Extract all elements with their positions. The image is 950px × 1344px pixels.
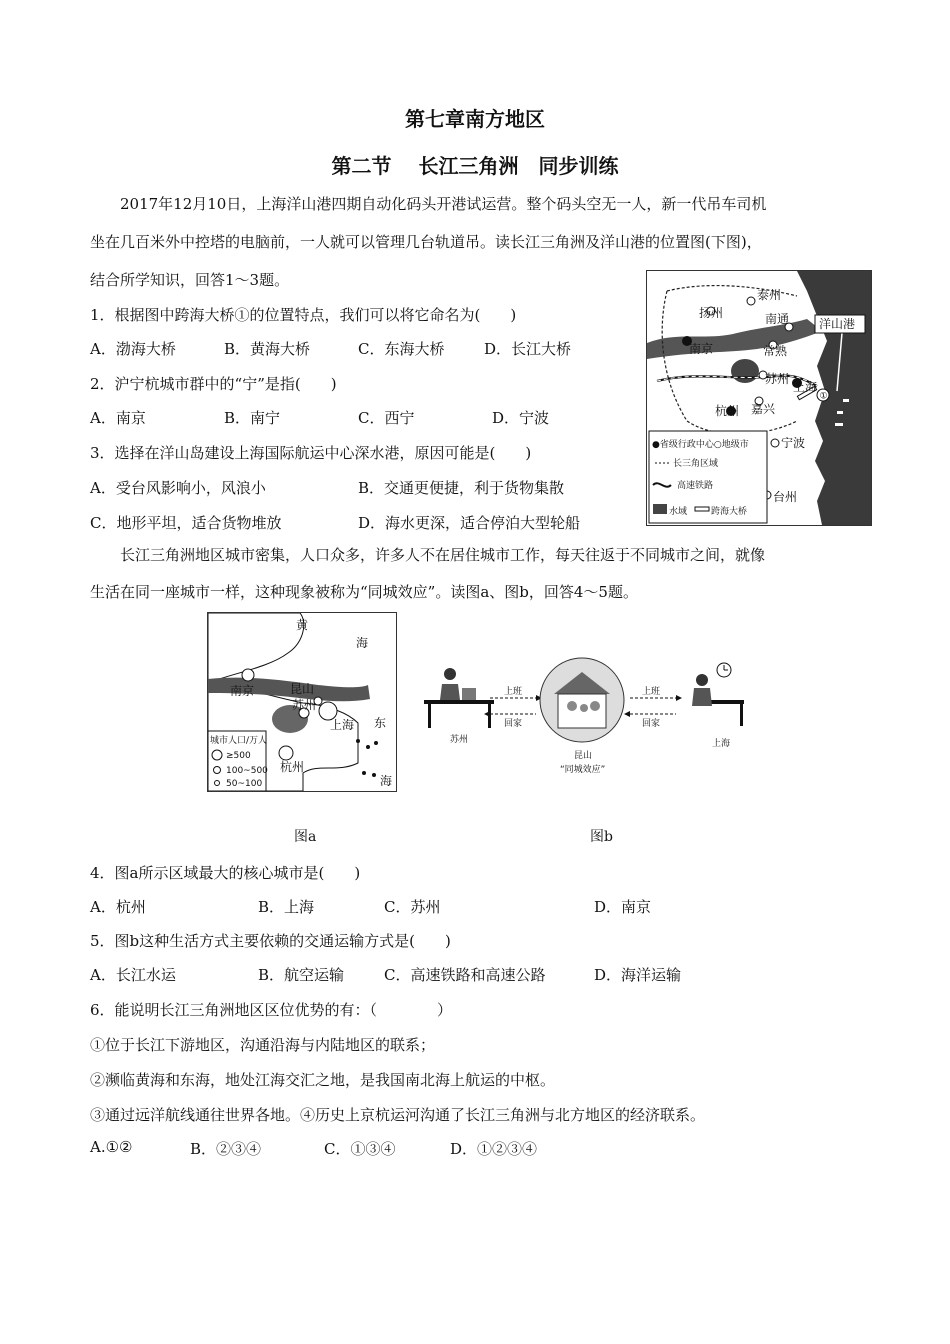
q5-option-c[interactable]: C．高速铁路和高速公路 <box>384 966 546 984</box>
q5-option-a[interactable]: A．长江水运 <box>90 966 176 984</box>
intro1-line3: 结合所学知识，回答1～3题。 <box>90 271 290 289</box>
intro2-line1: 长江三角洲地区城市密集，人口众多，许多人不在居住城市工作，每天往返于不同城市之间，就像 <box>120 546 766 564</box>
island-a4 <box>362 771 366 775</box>
arrowhead-left-2 <box>484 711 490 717</box>
q1-option-b[interactable]: B．黄海大桥 <box>224 340 311 358</box>
legend-bridge: 跨海大桥 <box>711 507 748 517</box>
legend-large-circle <box>212 750 222 760</box>
fig-a-legend-item-2: 100~500 <box>226 766 268 776</box>
label-changshu: 常熟 <box>763 344 788 358</box>
sea-area <box>797 271 871 525</box>
yangtze-river <box>647 319 822 359</box>
q6-statement-3: ③通过远洋航线通往世界各地。④历史上京杭运河沟通了长江三角洲与北方地区的经济联系。 <box>90 1106 706 1124</box>
island-1 <box>843 399 849 402</box>
island-2 <box>837 411 843 414</box>
label-hangzhou: 杭州 <box>715 404 740 418</box>
callout-yangshan: 洋山港 <box>819 317 856 331</box>
fig-b-center-note: “同城效应” <box>560 765 606 775</box>
legend-small-circle <box>215 781 220 786</box>
label-shanghai: 上海 <box>793 380 818 394</box>
q6-statement-1: ①位于长江下游地区，沟通沿海与内陆地区的联系； <box>90 1036 436 1054</box>
legend-medium-circle <box>214 767 221 774</box>
fig-b-go-home-right: 回家 <box>642 719 661 729</box>
right-desk-leg <box>740 704 743 726</box>
city-dot-ningbo <box>771 439 779 447</box>
label-kunshan-a: 昆山 <box>290 682 315 696</box>
arrowhead-right-1 <box>676 695 682 701</box>
legend-cities: ●省级行政中心○地级市 <box>652 440 749 450</box>
island-a3 <box>374 741 378 745</box>
yangtze-delta-map <box>646 270 872 526</box>
q6-option-a[interactable]: A.①② <box>90 1138 133 1156</box>
legend-water: 水域 <box>669 507 688 517</box>
section-title: 第二节 长江三角洲 同步训练 <box>331 154 619 178</box>
city-circle-hangzhou <box>279 746 293 760</box>
q2-option-c[interactable]: C．西宁 <box>358 409 415 427</box>
fig-b-center-city: 昆山 <box>574 751 593 761</box>
q6-option-c[interactable]: C．①③④ <box>324 1140 396 1158</box>
chapter-title: 第七章南方地区 <box>405 107 545 131</box>
fig-b-to-work-left: 上班 <box>504 687 523 697</box>
legend-delta: 长三角区域 <box>673 459 719 469</box>
fig-a-legend-item-1: ≥500 <box>226 751 251 761</box>
intro2-line2: 生活在同一座城市一样，这种现象被称为“同城效应”。读图a、图b，回答4～5题。 <box>90 583 638 601</box>
label-hai1: 海 <box>356 636 369 650</box>
city-circle-nanjing <box>242 669 254 681</box>
q3-stem: 3．选择在洋山岛建设上海国际航运中心深水港，原因可能是( ) <box>90 444 532 462</box>
q5-option-b[interactable]: B．航空运输 <box>258 966 345 984</box>
q2-option-b[interactable]: B．南宁 <box>224 409 281 427</box>
figure-b-illustration <box>418 650 748 800</box>
q2-option-d[interactable]: D．宁波 <box>492 409 550 427</box>
island-a2 <box>366 745 370 749</box>
q4-option-b[interactable]: B．上海 <box>258 898 315 916</box>
fig-a-legend-title: 城市人口/万人 <box>210 736 268 746</box>
label-taizhou-js: 泰州 <box>757 288 782 302</box>
label-jiaxing: 嘉兴 <box>751 402 776 416</box>
label-shanghai-a: 上海 <box>330 718 355 732</box>
fig-b-left-city: 苏州 <box>450 735 469 745</box>
q4-option-d[interactable]: D．南京 <box>594 898 652 916</box>
q6-stem: 6．能说明长江三角洲地区区位优势的有：（ ） <box>90 1001 453 1019</box>
q3-option-b[interactable]: B．交通更便捷，利于货物集散 <box>358 479 565 497</box>
legend-railway: 高速铁路 <box>677 481 714 491</box>
family-member-2 <box>580 704 588 712</box>
fig-b-right-city: 上海 <box>712 739 731 749</box>
island-a5 <box>372 773 376 777</box>
fig-b-to-work-right: 上班 <box>642 687 661 697</box>
q6-option-d[interactable]: D．①②③④ <box>450 1140 538 1158</box>
label-hangzhou-a: 杭州 <box>280 760 305 774</box>
label-nantong: 南通 <box>765 312 790 326</box>
figure-a-map <box>207 612 397 792</box>
q6-option-b[interactable]: B．②③④ <box>190 1140 262 1158</box>
q4-stem: 4．图a所示区域最大的核心城市是( ) <box>90 864 361 882</box>
q3-option-c[interactable]: C．地形平坦，适合货物堆放 <box>90 514 282 532</box>
q1-option-d[interactable]: D．长江大桥 <box>484 340 572 358</box>
q6-statement-2: ②濒临黄海和东海，地处江海交汇之地，是我国南北海上航运的中枢。 <box>90 1071 556 1089</box>
fig-a-legend-item-3: 50~100 <box>226 779 263 789</box>
north-land <box>208 613 304 683</box>
q4-option-a[interactable]: A．杭州 <box>90 898 146 916</box>
q5-option-d[interactable]: D．海洋运输 <box>594 966 682 984</box>
label-huang: 黄 <box>296 618 309 632</box>
label-taizhou-zj: 台州 <box>773 490 798 504</box>
q1-option-a[interactable]: A．渤海大桥 <box>90 340 176 358</box>
q3-option-d[interactable]: D．海水更深，适合停泊大型轮船 <box>358 514 581 532</box>
q1-stem: 1．根据图中跨海大桥①的位置特点，我们可以将它命名为( ) <box>90 306 517 324</box>
city-dot-taizhou-js <box>747 297 755 305</box>
left-laptop <box>462 688 476 700</box>
fig-b-caption: 图b <box>590 829 613 845</box>
fig-a-caption: 图a <box>294 829 317 845</box>
label-nanjing: 南京 <box>689 342 714 356</box>
label-suzhou: 苏州 <box>765 372 790 386</box>
label-nanjing-a: 南京 <box>230 684 255 698</box>
label-hai2: 海 <box>380 774 393 788</box>
fig-b-go-home-left: 回家 <box>504 719 523 729</box>
island-a1 <box>356 739 360 743</box>
label-yangzhou: 扬州 <box>699 306 724 320</box>
lake-taihu <box>731 359 759 383</box>
left-person-body <box>440 684 460 700</box>
q5-stem: 5．图b这种生活方式主要依赖的交通运输方式是( ) <box>90 932 451 950</box>
family-member-1 <box>567 701 577 711</box>
intro1-line2: 坐在几百米外中控塔的电脑前，一人就可以管理几台轨道吊。读长江三角洲及洋山港的位置图(下图)， <box>90 233 762 251</box>
left-desk-leg <box>428 704 431 728</box>
legend-bridge-sample <box>695 507 709 511</box>
left-desk <box>424 700 494 704</box>
q1-option-c[interactable]: C．东海大桥 <box>358 340 445 358</box>
right-person-body <box>692 688 712 706</box>
family-member-3 <box>590 701 600 711</box>
q4-option-c[interactable]: C．苏州 <box>384 898 441 916</box>
q2-option-a[interactable]: A．南京 <box>90 409 146 427</box>
right-person-head <box>696 674 708 686</box>
island-3 <box>835 423 843 426</box>
arrowhead-right-2 <box>624 711 630 717</box>
left-person-head <box>444 668 456 680</box>
q2-stem: 2．沪宁杭城市群中的“宁”是指( ) <box>90 375 337 393</box>
intro1-line1: 2017年12月10日，上海洋山港四期自动化码头开港试运营。整个码头空无一人，新一代吊车司机 <box>120 195 767 213</box>
q3-option-a[interactable]: A．受台风影响小，风浪小 <box>90 479 266 497</box>
legend-water-sample <box>653 504 667 514</box>
label-suzhou-a: 苏州 <box>292 698 317 712</box>
bridge-marker: ① <box>819 391 828 402</box>
label-dong: 东 <box>374 716 387 730</box>
label-ningbo: 宁波 <box>781 436 806 450</box>
